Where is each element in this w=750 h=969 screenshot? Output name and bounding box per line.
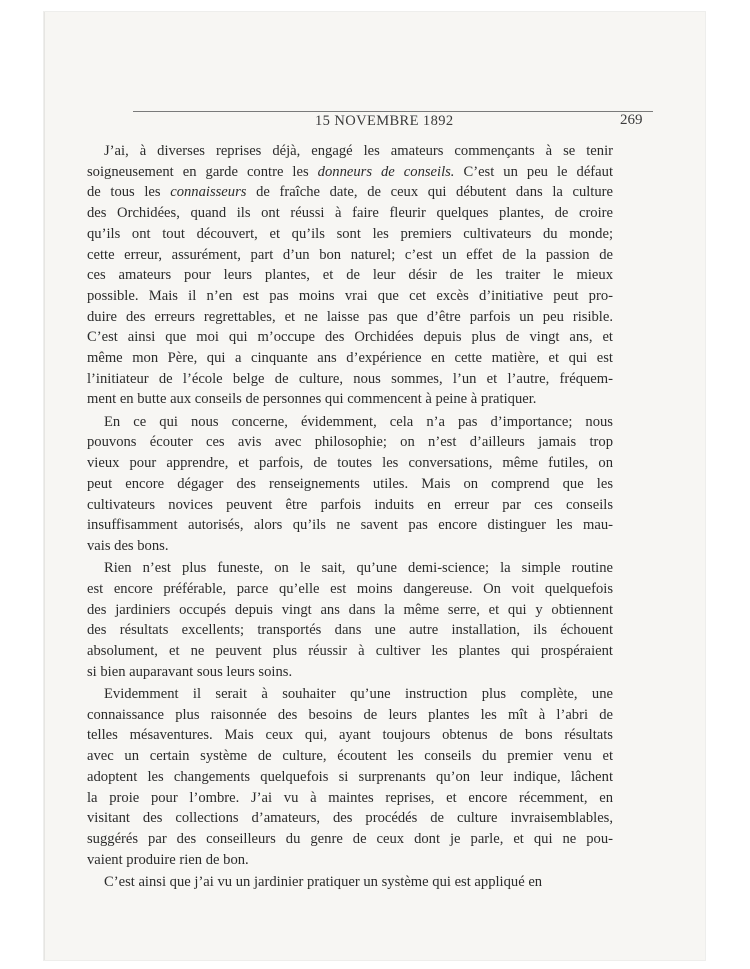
text-line	[87, 412, 613, 433]
italic-term: connaisseurs	[170, 184, 247, 201]
text-line	[87, 245, 613, 266]
text-run: des jardiniers occupés depuis vingt ans dans la même serre, et qui y obtiennent	[87, 601, 613, 618]
text-line	[87, 474, 613, 495]
text-run: Rien n’est plus funeste, on le sait, qu’une demi-science; la simple routine	[104, 560, 613, 577]
text-run: possible. Mais il n’en est pas moins vrai que cet excès d’initiative peut pro-	[87, 287, 613, 304]
text-run: ment en butte aux conseils de personnes qui commencent à peine à pratiquer.	[87, 391, 537, 408]
text-line	[87, 641, 613, 662]
text-run: C’est ainsi que j’ai vu un jardinier pratiquer un système qui est appliqué en	[104, 873, 543, 890]
header-rule	[133, 111, 653, 112]
italic-term: donneurs de conseils.	[317, 163, 455, 180]
text-line	[87, 725, 613, 746]
text-run: En ce qui nous concerne, évidemment, cela n’a pas d’importance; nous	[104, 413, 613, 430]
text-run: pouvons écouter ces avis avec philosophie; on n’est d’ailleurs jamais trop	[87, 434, 613, 451]
text-run: visitant des collections d’amateurs, des procédés de culture invraisemblables,	[87, 810, 613, 827]
text-run: vaient produire rien de bon.	[87, 851, 249, 868]
text-run: suggérés par des conseilleurs du genre de ceux dont je parle, et qui ne pou-	[87, 830, 613, 847]
text-line	[87, 620, 613, 641]
text-line	[87, 872, 613, 893]
text-run: l’initiateur de l’école belge de culture, nous sommes, l’un et l’autre, fréquem-	[87, 370, 613, 387]
paragraph	[87, 684, 613, 870]
text-line	[87, 705, 613, 726]
text-line	[87, 327, 613, 348]
text-run: telles mésaventures. Mais ceux qui, ayant toujours obtenus de bons résultats	[87, 727, 613, 744]
text-line	[87, 265, 613, 286]
text-run: cette erreur, assurément, part d’un bon naturel; c’est un effet de la passion de	[87, 246, 613, 263]
text-line	[87, 141, 613, 162]
text-line	[87, 224, 613, 245]
page-number: 269	[620, 112, 643, 128]
text-line	[87, 788, 613, 809]
running-header-date: 15 NOVEMBRE 1892	[315, 113, 454, 129]
text-run: des résultats excellents; transportés dans une autre installation, ils échouent	[87, 622, 613, 639]
text-run: adoptent les changements quelquefois si surprenants qu’on leur indique, lâchent	[87, 768, 613, 785]
text-line	[87, 453, 613, 474]
text-run: de fraîche date, de ceux qui débutent dans la culture	[246, 184, 613, 201]
text-run: cultivateurs novices peuvent être parfois induits en erreur par ces conseils	[87, 496, 613, 513]
text-line	[87, 162, 613, 183]
text-run: même mon Père, qui a cinquante ans d’expérience en cette matière, et qui est	[87, 350, 613, 367]
text-line	[87, 579, 613, 600]
paragraph	[87, 558, 613, 682]
text-line	[87, 600, 613, 621]
text-line	[87, 536, 613, 557]
text-run: qu’ils ont tout découvert, et qu’ils sont les premiers cultivateurs du monde;	[87, 225, 613, 242]
text-line	[87, 286, 613, 307]
text-run: C’est un peu le défaut	[454, 163, 613, 180]
text-run: C’est ainsi que moi qui m’occupe des Orchidées depuis plus de vingt ans, et	[87, 329, 613, 346]
text-run: soigneusement en garde contre les	[87, 163, 318, 180]
text-line	[87, 432, 613, 453]
text-run: avec un certain système de culture, écoutent les conseils du premier venu et	[87, 748, 613, 765]
body-text	[87, 141, 613, 894]
text-run: Evidemment il serait à souhaiter qu’une instruction plus complète, une	[104, 686, 613, 703]
text-line	[87, 767, 613, 788]
text-run: vieux pour apprendre, et parfois, de toutes les conversations, même futiles, on	[87, 455, 613, 472]
text-line	[87, 369, 613, 390]
text-run: vais des bons.	[87, 537, 169, 554]
text-line	[87, 808, 613, 829]
text-run: connaissance plus raisonnée des besoins de leurs plantes les mît à l’abri de	[87, 706, 613, 723]
text-line	[87, 307, 613, 328]
text-run: la proie pour l’ombre. J’ai vu à maintes reprises, et encore récemment, en	[87, 789, 613, 806]
paragraph	[87, 872, 613, 893]
text-run: de tous les	[87, 184, 171, 201]
text-line	[87, 203, 613, 224]
text-line	[87, 495, 613, 516]
text-run: ces amateurs pour leurs plantes, et de leur désir de les traiter le mieux	[87, 267, 613, 284]
text-run: J’ai, à diverses reprises déjà, engagé les amateurs commençants à se tenir	[104, 143, 613, 159]
text-run: des Orchidées, quand ils ont réussi à faire fleurir quelques plantes, de croire	[87, 205, 613, 222]
text-line	[87, 348, 613, 369]
text-run: si bien auparavant sous leurs soins.	[87, 663, 293, 680]
text-line	[87, 182, 613, 203]
text-run: absolument, et ne peuvent plus réussir à cultiver les plantes qui prospéraient	[87, 643, 613, 660]
text-run: est encore préférable, parce qu’elle est moins dangereuse. On voit quelquefois	[87, 580, 613, 597]
paragraph	[87, 412, 613, 557]
text-line	[87, 389, 613, 410]
text-line	[87, 746, 613, 767]
text-line	[87, 662, 613, 683]
text-run: peut encore dégager des renseignements utiles. Mais on comprend que les	[87, 475, 613, 492]
text-run: insuffisamment autorisés, alors qu’ils ne savent pas encore distinguer les mau-	[87, 517, 613, 534]
text-line	[87, 850, 613, 871]
text-line	[87, 558, 613, 579]
text-run: duire des erreurs regrettables, et ne laisse pas que d’être parfois un peu risible.	[87, 308, 613, 325]
text-line	[87, 515, 613, 536]
text-line	[87, 829, 613, 850]
text-line	[87, 684, 613, 705]
paragraph	[87, 141, 613, 410]
